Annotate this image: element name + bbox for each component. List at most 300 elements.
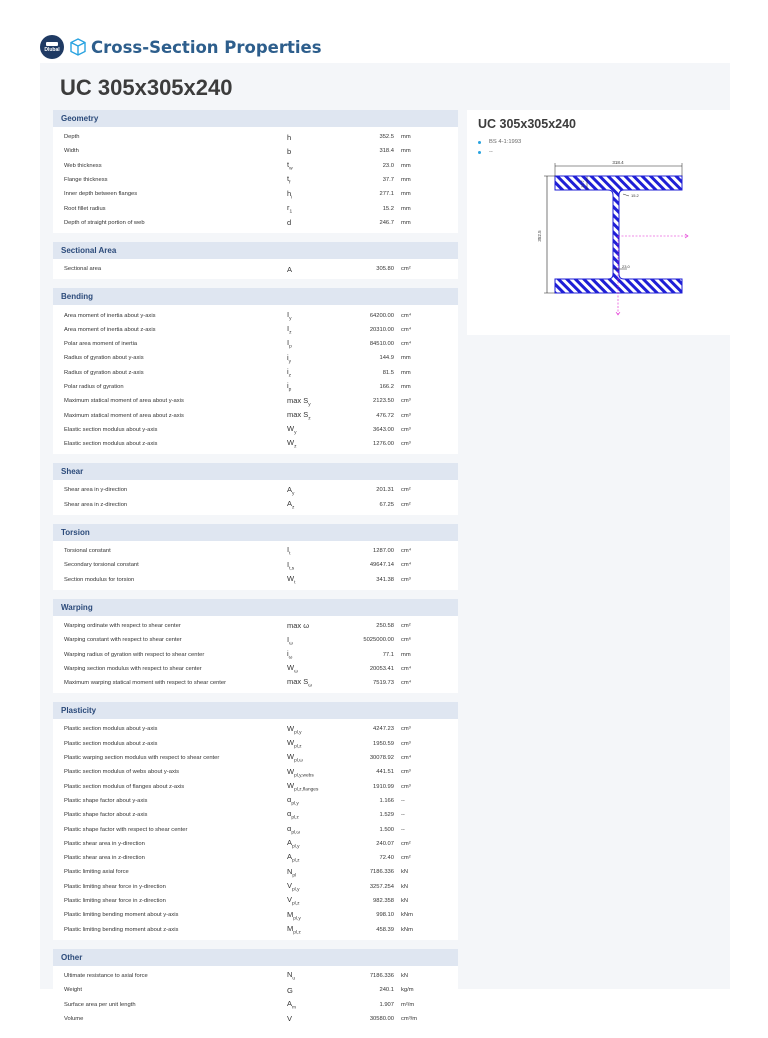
property-symbol [287,499,335,511]
symbol-main: t [287,174,290,184]
property-value: 1950.59 [373,740,394,747]
property-symbol [287,424,335,436]
symbol-main: I [287,324,290,334]
property-symbol [287,353,335,365]
property-value: 4247.23 [373,726,394,733]
section-torsion [53,524,458,590]
height-dim-label: 352.5 [537,230,542,242]
property-description: Plastic shear area in z-direction [64,855,145,862]
property-symbol [287,160,335,172]
symbol-main: W [287,573,295,583]
property-value: 1.166 [379,797,394,804]
property-value: 81.5 [382,369,394,376]
symbol-main: N [287,970,293,980]
symbol-main: N [287,866,293,876]
property-description: Plastic section modulus of webs about y-axis [64,769,180,776]
symbol-subscript: p [289,344,292,350]
property-unit: cm³ [401,769,411,776]
property-symbol [287,663,335,675]
symbol-subscript: y [294,430,297,436]
property-unit: kNm [401,912,413,919]
symbol-main: W [287,738,295,747]
property-unit: cm⁴ [401,312,412,319]
symbol-subscript: pl,y [294,730,302,736]
symbol-subscript: i [291,195,293,201]
table-row [53,616,458,633]
property-value: 246.7 [379,219,394,226]
property-value: 20053.41 [369,665,394,672]
preview-title: UC 305x305x240 [478,117,576,131]
section-geometry [53,110,458,233]
property-symbol [287,174,335,186]
symbol-subscript: pl,z [294,744,302,750]
property-value: 998.10 [376,912,394,919]
table-row [53,558,458,572]
symbol-main: I [287,634,290,644]
table-row [53,794,458,808]
property-description: Plastic section modulus about y-axis [64,726,158,733]
symbol-main: i [287,381,289,391]
property-unit: cm³ [401,740,411,747]
i-beam-drawing [537,158,697,318]
property-description: Torsional constant [64,548,111,555]
property-value: 37.7 [382,177,394,184]
property-description: Elastic section modulus about y-axis [64,426,158,433]
section-plasticity [53,702,458,939]
property-description: Plastic section modulus about z-axis [64,740,158,747]
table-row [53,1012,458,1029]
table-row [53,305,458,322]
property-symbol [287,560,335,572]
property-unit: mm [401,134,411,141]
symbol-subscript: pl,y [291,801,299,807]
property-unit: cm³ [401,576,411,583]
property-unit: cm⁶ [401,637,412,644]
symbol-subscript: pl,y [292,844,300,850]
property-description: Shear area in z-direction [64,501,128,508]
table-row [53,201,458,215]
property-symbol [287,133,335,142]
table-row [53,173,458,187]
section-other [53,949,458,1029]
table-row [53,851,458,865]
symbol-main: G [287,985,293,995]
table-row [53,737,458,751]
property-symbol [287,724,335,736]
property-unit: cm⁴ [401,548,412,555]
property-value: 277.1 [379,191,394,198]
property-symbol [287,809,335,821]
symbol-subscript: pl,y [292,887,300,893]
symbol-subscript: ω [288,655,293,661]
property-description: Depth of straight portion of web [64,219,145,226]
property-value: 49647.14 [369,562,394,569]
symbol-main: i [287,648,289,658]
property-symbol [287,752,335,764]
symbol-main: W [287,438,295,448]
property-description: Plastic shear area in y-direction [64,840,145,847]
property-symbol [287,881,335,893]
table-row [53,394,458,408]
property-value: 352.5 [379,134,394,141]
table-row [53,259,458,279]
property-symbol [287,545,335,557]
section-header: Shear [53,463,458,480]
table-row [53,751,458,765]
symbol-main: A [287,499,293,509]
property-unit: mm [401,162,411,169]
symbol-main: max S [287,395,309,405]
table-row [53,894,458,908]
symbol-subscript: z [289,330,292,336]
table-row [53,880,458,894]
property-description: Plastic limiting axial force [64,869,129,876]
property-description: Depth [64,134,80,141]
table-row [53,719,458,736]
property-description: Radius of gyration about y-axis [64,355,144,362]
symbol-main: r [287,202,290,212]
property-description: Secondary torsional constant [64,562,139,569]
symbol-main: A [287,484,293,494]
property-description: Plastic limiting bending moment about z-axis [64,926,179,933]
property-value: 1.907 [379,1001,394,1008]
property-value: 30580.00 [369,1015,394,1022]
symbol-main: i [287,366,289,376]
property-description: Area moment of inertia about z-axis [64,326,156,333]
property-description: Flange thickness [64,177,108,184]
property-value: 166.2 [379,384,394,390]
property-symbol [287,310,335,322]
property-value: 23.0 [382,162,394,169]
property-unit: kN [401,898,409,905]
property-description: Plastic limiting shear force in z-direction [64,898,166,905]
symbol-main: W [287,663,295,673]
table-row [53,187,458,201]
property-description: Plastic limiting shear force in y-direction [64,883,166,890]
table-row [53,765,458,779]
symbol-subscript: pl,ω [291,830,301,836]
symbol-main: max S [287,409,309,419]
symbol-subscript: ω [289,641,293,647]
property-description: Volume [64,1015,84,1022]
table-row [53,633,458,647]
property-symbol [287,189,335,201]
symbol-main: t [287,159,290,169]
property-symbol [287,485,335,497]
table-row [53,366,458,380]
property-description: Plastic shape factor with respect to shear center [64,826,188,833]
table-row [53,922,458,939]
symbol-subscript: pl,ω [294,758,303,764]
symbol-subscript: pl,z,flanges [294,787,319,793]
width-dim-label: 318.4 [612,160,624,165]
logo-text: Dlubal [44,46,60,53]
property-unit: kN [401,972,409,979]
property-unit: cm³ [401,441,411,448]
symbol-subscript: pl [292,873,297,879]
symbol-main: W [287,766,295,776]
property-description: Area moment of inertia about y-axis [64,312,156,319]
property-unit: cm² [401,266,411,273]
symbol-subscript: z [294,444,297,450]
table-row [53,662,458,676]
table-row [53,127,458,144]
preview-info-list [478,137,521,157]
cube-icon [69,38,87,56]
table-row [53,437,458,454]
property-unit: mm [401,177,411,184]
section-shear [53,463,458,515]
symbol-subscript: p [288,387,292,393]
property-symbol [287,970,335,982]
table-row [53,808,458,822]
property-value: 318.4 [379,148,394,155]
symbol-subscript: u [292,976,296,982]
symbol-main: V [287,895,293,905]
property-unit: mm [401,205,411,212]
symbol-main: h [287,132,292,142]
symbol-main: b [287,146,292,156]
property-description: Inner depth between flanges [64,191,138,198]
property-symbol [287,767,335,779]
property-description: Radius of gyration about z-axis [64,369,144,376]
property-unit: kg/m [401,987,414,994]
property-description: Weight [64,987,82,994]
property-symbol [287,203,335,215]
symbol-main: α [287,809,292,819]
property-symbol [287,265,335,274]
symbol-subscript: m [292,1005,297,1011]
property-symbol [287,852,335,864]
symbol-main: W [287,752,295,762]
symbol-main: α [287,795,292,805]
property-symbol [287,986,335,995]
symbol-subscript: 1 [289,209,293,215]
preview-item-note: -- [478,147,521,157]
property-description: Root fillet radius [64,205,106,212]
property-description: Elastic section modulus about z-axis [64,441,158,448]
property-unit: cm² [401,487,411,494]
property-symbol [287,338,335,350]
property-symbol [287,838,335,850]
symbol-main: I [287,338,290,348]
properties-table [53,110,458,1038]
table-row [53,337,458,351]
property-unit: m²/m [401,1001,415,1008]
symbol-main: A [287,838,293,848]
property-symbol [287,367,335,379]
section-header: Torsion [53,524,458,541]
property-symbol [287,999,335,1011]
symbol-main: W [287,424,295,434]
table-row [53,822,458,836]
property-symbol [287,438,335,450]
property-unit: -- [401,812,405,819]
property-unit: cm⁴ [401,341,412,348]
property-unit: cm⁴ [401,326,412,333]
section-preview [467,110,730,335]
property-unit: cm⁴ [401,680,412,687]
web-dim-label: 23.0 [622,264,630,269]
property-value: 20310.00 [369,326,394,333]
symbol-subscript: f [289,180,291,186]
property-description: Plastic shape factor about z-axis [64,812,148,819]
property-unit: mm [401,148,411,155]
property-description: Warping section modulus with respect to shear center [64,665,202,672]
property-description: Plastic shape factor about y-axis [64,797,148,804]
symbol-subscript: pl,z [292,858,300,864]
property-symbol [287,574,335,586]
property-value: 3643.00 [373,426,394,433]
section-header: Warping [53,599,458,616]
symbol-subscript: pl,z [293,930,301,936]
symbol-main: A [287,998,293,1008]
property-value: 77.1 [382,651,394,658]
property-value: 7186.336 [369,972,394,979]
property-value: 84510.00 [369,341,394,348]
property-unit: mm [401,355,411,362]
property-value: 441.51 [376,769,394,776]
property-unit: -- [401,826,405,833]
table-row [53,573,458,590]
symbol-subscript: pl,y [293,916,301,922]
property-value: 982.358 [373,898,394,905]
app-title: Cross-Section Properties [91,37,322,57]
property-value: 30078.92 [369,755,394,762]
property-description: Plastic warping section modulus with respect to shear center [64,755,220,762]
symbol-main: M [287,909,294,919]
property-symbol [287,396,335,408]
property-unit: kNm [401,926,413,933]
property-value: 67.25 [379,501,394,508]
property-symbol [287,824,335,836]
bullet-icon [478,151,481,154]
radius-dim-label: 15.2 [631,193,639,198]
section-header: Plasticity [53,702,458,719]
property-symbol [287,781,335,793]
symbol-subscript: y [292,491,295,497]
symbol-subscript: w [289,166,293,172]
property-value: 250.58 [376,622,394,629]
property-description: Sectional area [64,266,102,273]
property-value: 1.529 [379,812,394,819]
section-warping [53,599,458,693]
flange-dim-label: 37.7 [581,180,585,188]
section-header: Geometry [53,110,458,127]
property-value: 1276.00 [373,441,394,448]
section-sectional-area [53,242,458,279]
property-unit: cm³ [401,426,411,433]
property-value: 1.500 [379,826,394,833]
table-row [53,541,458,558]
property-symbol [287,218,335,227]
table-row [53,676,458,693]
section-header: Sectional Area [53,242,458,259]
property-symbol [287,649,335,661]
symbol-subscript: y [289,316,292,322]
property-value: 64200.00 [369,312,394,319]
property-description: Warping ordinate with respect to shear center [64,622,181,629]
property-symbol [287,895,335,907]
property-description: Plastic section modulus of flanges about z-axis [64,783,185,790]
property-value: 240.1 [379,987,394,994]
property-unit: kN [401,883,409,890]
property-unit: mm [401,219,411,226]
property-description: Web thickness [64,162,102,169]
property-unit: cm² [401,840,411,847]
symbol-subscript: z [288,373,292,379]
table-row [53,216,458,233]
property-value: 305.80 [376,266,394,273]
property-value: 7519.73 [373,680,394,687]
symbol-subscript: z [292,505,295,511]
symbol-main: V [287,1014,293,1024]
property-unit: -- [401,797,405,804]
page-title: UC 305x305x240 [60,75,233,100]
property-value: 1910.99 [373,783,394,790]
table-row [53,997,458,1011]
i-beam-shape [555,176,682,293]
symbol-main: A [287,264,293,274]
property-unit: cm³ [401,726,411,733]
symbol-main: W [287,780,295,790]
property-unit: cm⁴ [401,755,412,762]
property-symbol [287,677,335,689]
symbol-main: h [287,188,292,198]
table-row [53,983,458,997]
property-value: 341.38 [376,576,394,583]
property-value: 240.07 [376,840,394,847]
property-description: Maximum warping statical moment with respect to shear center [64,680,227,687]
table-row [53,159,458,173]
property-value: 5025000.00 [363,637,394,644]
property-unit: cm³ [401,398,411,405]
property-unit: cm³ [401,412,411,419]
symbol-main: M [287,923,294,933]
symbol-main: I [287,559,290,569]
property-description: Warping constant with respect to shear center [64,637,182,644]
property-value: 458.39 [376,926,394,933]
property-symbol [287,867,335,879]
symbol-subscript: z [308,416,311,422]
property-unit: cm⁴ [401,665,412,672]
symbol-main: I [287,545,290,555]
property-description: Warping radius of gyration with respect to shear center [64,651,205,658]
symbol-subscript: pl,y,webs [294,773,314,779]
property-unit: cm² [401,855,411,862]
property-description: Shear area in y-direction [64,487,128,494]
table-row [53,323,458,337]
symbol-main: max ω [287,621,310,631]
property-description: Maximum statical moment of area about y-axis [64,398,184,405]
bullet-icon [478,141,481,144]
property-symbol [287,1014,335,1023]
table-row [53,423,458,437]
property-unit: cm³ [401,783,411,790]
symbol-subscript: t [294,580,296,586]
section-bending [53,288,458,454]
symbol-subscript: ω [308,683,313,689]
symbol-subscript: ω [294,669,298,675]
table-row [53,647,458,661]
property-value: 2123.50 [373,398,394,405]
preview-item-standard: BS 4-1:1993 [478,137,521,147]
symbol-main: d [287,218,292,228]
property-description: Width [64,148,79,155]
symbol-main: max S [287,677,309,687]
dlubal-logo [40,35,64,59]
symbol-subscript: pl,z [291,815,299,821]
